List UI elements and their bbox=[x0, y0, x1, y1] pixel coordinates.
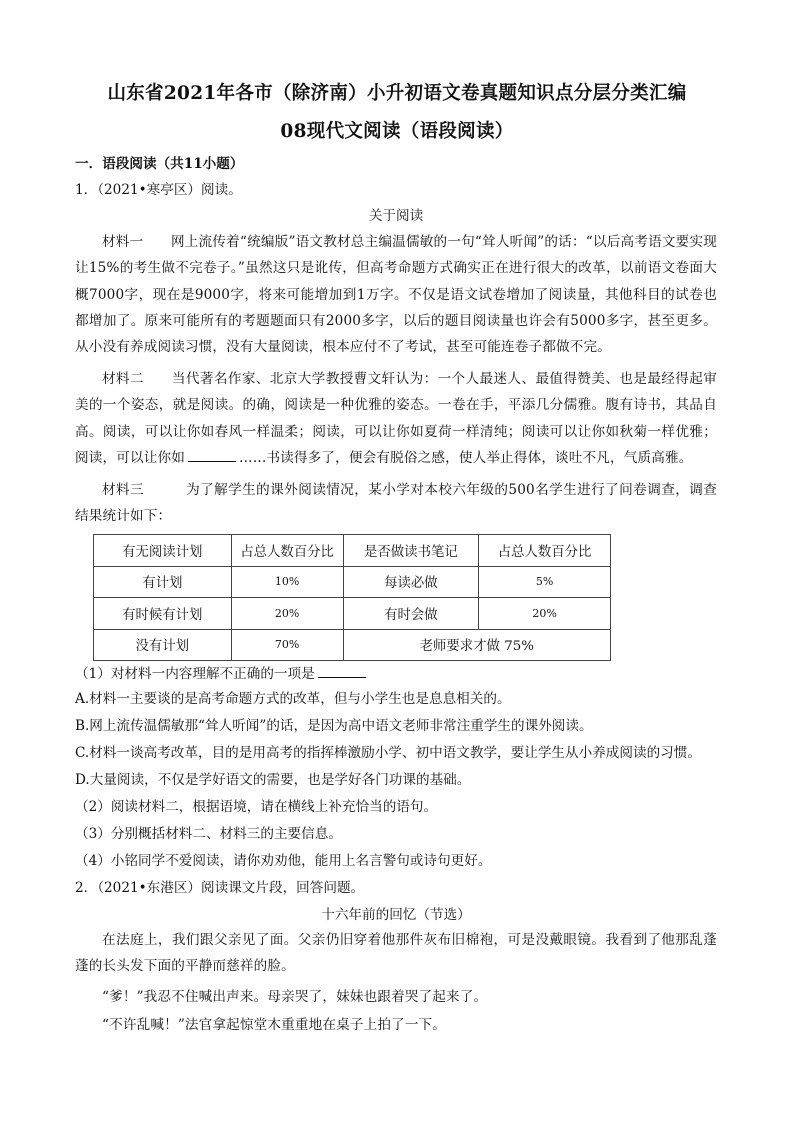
survey-table bbox=[93, 534, 611, 661]
table-cell: 没有计划 bbox=[94, 629, 232, 661]
sub-question-1 bbox=[75, 663, 369, 683]
passage-paragraph-1: 在法庭上，我们跟父亲见了面。父亲仍旧穿着他那件灰布旧棉袍，可是没戴眼镜。我看到了他那乱蓬蓬的长头发下面的平静而慈祥的脸。 bbox=[75, 932, 717, 975]
passage-paragraph-3: “不许乱喊！”法官拿起惊堂木重重地在桌子上拍了一下。 bbox=[102, 1017, 447, 1033]
table-row bbox=[94, 629, 611, 661]
option-d: D.大量阅读，不仅是学好语文的需要，也是学好各门功课的基础。 bbox=[75, 772, 471, 788]
option-c: C.材料一谈高考改革，目的是用高考的指挥棒激励小学、初中语文教学，要让学生从小养成阅读的习惯。 bbox=[75, 745, 701, 761]
document-subtitle: 08现代文阅读（语段阅读） bbox=[280, 121, 514, 142]
document-title: 山东省2021年各市（除济南）小升初语文卷真题知识点分层分类汇编 bbox=[107, 83, 687, 104]
table-row bbox=[94, 566, 611, 598]
table-row bbox=[94, 598, 611, 630]
table-header-cell: 占总人数百分比 bbox=[231, 535, 343, 567]
passage-title-1: 关于阅读 bbox=[368, 208, 424, 224]
table-header-cell: 有无阅读计划 bbox=[94, 535, 232, 567]
table-cell: 10% bbox=[231, 566, 343, 598]
table-cell: 20% bbox=[231, 598, 343, 630]
fill-in-blank bbox=[188, 447, 236, 462]
option-b: B.网上流传温儒敏那“耸人听闻”的话，是因为高中语文老师非常注重学生的课外阅读。 bbox=[75, 718, 593, 734]
table-cell: 有时候有计划 bbox=[94, 598, 232, 630]
table-cell: 每读必做 bbox=[343, 566, 479, 598]
material-2-paragraph bbox=[75, 366, 717, 471]
material-2-text-a: 材料二 当代著名作家、北京大学教授曹文轩认为：一个人最迷人、最值得赞美、也是最经得起审美的一个姿态，就是阅读。的确，阅读是一种优雅的姿态。一卷在手，平添几分儒雅。腹有诗书，其品自高。阅读，可以让你如春风一样温柔；阅读，可以让你如夏荷一样清纯；阅读可以让你如秋菊一样优雅；阅读，可以让你如 bbox=[75, 371, 717, 466]
table-cell: 70% bbox=[231, 629, 343, 661]
table-header-row bbox=[94, 535, 611, 567]
table-cell: 老师要求才做 75% bbox=[343, 629, 610, 661]
passage-paragraph-2: “爹！”我忍不住喊出声来。母亲哭了，妹妹也跟着哭了起来了。 bbox=[102, 989, 488, 1005]
table-cell: 有计划 bbox=[94, 566, 232, 598]
question-1-intro: 1．（2021•寒亭区）阅读。 bbox=[75, 182, 242, 198]
table-header-cell: 是否做读书笔记 bbox=[343, 535, 479, 567]
sub-question-1-text: （1）对材料一内容理解不正确的一项是 bbox=[75, 666, 315, 682]
table-cell: 20% bbox=[479, 598, 611, 630]
question-2-intro: 2．（2021•东港区）阅读课文片段，回答问题。 bbox=[75, 880, 365, 896]
material-3-paragraph: 材料三 为了解学生的课外阅读情况，某小学对本校六年级的500名学生进行了问卷调查，调查结果统计如下： bbox=[75, 482, 717, 525]
option-a: A.材料一主要谈的是高考命题方式的改革，但与小学生也是息息相关的。 bbox=[75, 691, 511, 707]
table-cell: 5% bbox=[479, 566, 611, 598]
material-2-text-b: ……书读得多了，便会有脱俗之感，使人举止得体，谈吐不凡，气质高雅。 bbox=[238, 449, 693, 466]
passage-title-2: 十六年前的回忆（节选） bbox=[321, 907, 471, 923]
section-heading: 一．语段阅读（共11小题） bbox=[75, 156, 244, 172]
material-1-paragraph: 材料一 网上流传着“统编版”语文教材总主编温儒敏的一句“耸人听闻”的话：“以后高考语文要实现让15%的考生做不完卷子。”虽然这只是讹传，但高考命题方式确实正在进行很大的改革，以前语文卷面大概7000字，现在是9000字，将来可能增加到1万字。不仅是语文试卷增加了阅读量，其他科目的试卷也都增加了。原来可能所有的考题题面只有2000多字，以后的题目阅读量也许会有5000多字，甚至更多。从小没有养成阅读习惯，没有大量阅读，根本应付不了考试，甚至可能连卷子都做不完。 bbox=[75, 234, 717, 356]
sub-question-4: （4）小铭同学不爱阅读，请你劝劝他，能用上名言警句或诗句更好。 bbox=[75, 853, 492, 869]
table-header-cell: 占总人数百分比 bbox=[479, 535, 611, 567]
answer-blank bbox=[318, 663, 366, 678]
table-cell: 有时会做 bbox=[343, 598, 479, 630]
sub-question-2: （2）阅读材料二，根据语境，请在横线上补充恰当的语句。 bbox=[75, 799, 438, 815]
sub-question-3: （3）分别概括材料二、材料三的主要信息。 bbox=[75, 826, 342, 842]
